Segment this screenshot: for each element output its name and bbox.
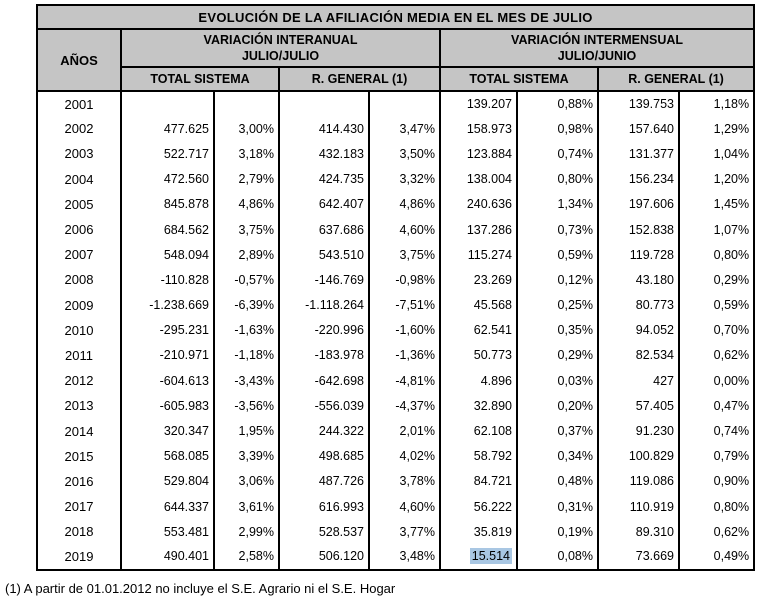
table-header (37, 5, 754, 91)
value-cell: 3,47% (369, 116, 440, 141)
value-cell: 1,34% (517, 192, 598, 217)
value-cell: 637.686 (279, 217, 369, 242)
value-cell: 45.568 (440, 293, 517, 318)
value-cell: 73.669 (598, 544, 679, 569)
value-cell: 94.052 (598, 318, 679, 343)
group-header-interannual (121, 29, 440, 67)
table-row (37, 167, 754, 192)
group-header-interannual-line1: VARIACIÓN INTERANUAL (203, 32, 358, 47)
value-cell: 3,77% (369, 519, 440, 544)
year-cell: 2008 (37, 267, 121, 292)
value-cell: 0,31% (517, 494, 598, 519)
value-cell: 644.337 (121, 494, 214, 519)
value-cell: 2,58% (214, 544, 279, 569)
year-cell: 2001 (37, 91, 121, 116)
value-cell: 427 (598, 368, 679, 393)
value-cell: 3,48% (369, 544, 440, 569)
value-cell: 0,73% (517, 217, 598, 242)
value-cell: 0,34% (517, 444, 598, 469)
value-cell: 845.878 (121, 192, 214, 217)
value-cell: 82.534 (598, 343, 679, 368)
table-row (37, 242, 754, 267)
value-cell: 0,47% (679, 393, 754, 418)
value-cell: 0,80% (679, 242, 754, 267)
years-column-header: AÑOS (37, 29, 121, 91)
value-cell: 158.973 (440, 116, 517, 141)
value-cell: -7,51% (369, 293, 440, 318)
value-cell: -556.039 (279, 393, 369, 418)
value-cell: 568.085 (121, 444, 214, 469)
table-row (37, 368, 754, 393)
value-cell: 91.230 (598, 418, 679, 443)
value-cell: 529.804 (121, 469, 214, 494)
sub-header-row (37, 67, 754, 91)
value-cell: 472.560 (121, 167, 214, 192)
value-cell: 62.108 (440, 418, 517, 443)
value-cell: 0,80% (679, 494, 754, 519)
value-cell: 0,59% (517, 242, 598, 267)
value-cell: 0,20% (517, 393, 598, 418)
value-cell: 152.838 (598, 217, 679, 242)
value-cell: -3,56% (214, 393, 279, 418)
value-cell: 3,39% (214, 444, 279, 469)
value-cell: 424.735 (279, 167, 369, 192)
value-cell: 0,98% (517, 116, 598, 141)
value-cell: 0,29% (517, 343, 598, 368)
value-cell: 506.120 (279, 544, 369, 569)
title-row (37, 5, 754, 29)
subheader-regimen-general-interanual: R. GENERAL (1) (279, 67, 440, 91)
value-cell: 0,12% (517, 267, 598, 292)
value-cell: -220.996 (279, 318, 369, 343)
value-cell: 244.322 (279, 418, 369, 443)
value-cell: 137.286 (440, 217, 517, 242)
value-cell: 414.430 (279, 116, 369, 141)
value-cell: 3,75% (369, 242, 440, 267)
year-cell: 2007 (37, 242, 121, 267)
year-cell: 2016 (37, 469, 121, 494)
value-cell: 543.510 (279, 242, 369, 267)
value-cell: 3,75% (214, 217, 279, 242)
value-cell: 684.562 (121, 217, 214, 242)
table-row (37, 519, 754, 544)
value-cell: 553.481 (121, 519, 214, 544)
value-cell: 0,19% (517, 519, 598, 544)
group-header-intermensual (440, 29, 754, 67)
value-cell: 320.347 (121, 418, 214, 443)
table-row (37, 91, 754, 116)
value-cell: 642.407 (279, 192, 369, 217)
value-cell: -642.698 (279, 368, 369, 393)
value-cell: -1,60% (369, 318, 440, 343)
value-cell: 0,62% (679, 343, 754, 368)
value-cell: 56.222 (440, 494, 517, 519)
table-row (37, 217, 754, 242)
value-cell: 2,99% (214, 519, 279, 544)
value-cell: 1,95% (214, 418, 279, 443)
value-cell: 62.541 (440, 318, 517, 343)
value-cell: 487.726 (279, 469, 369, 494)
value-cell: 4,60% (369, 494, 440, 519)
value-cell: 139.207 (440, 91, 517, 116)
value-cell: 477.625 (121, 116, 214, 141)
value-cell: 3,50% (369, 141, 440, 166)
value-cell: 1,45% (679, 192, 754, 217)
value-cell: 498.685 (279, 444, 369, 469)
table-row (37, 469, 754, 494)
value-cell: -6,39% (214, 293, 279, 318)
value-cell: -4,37% (369, 393, 440, 418)
value-cell: 0,88% (517, 91, 598, 116)
value-cell: 23.269 (440, 267, 517, 292)
value-cell: 0,48% (517, 469, 598, 494)
table-row (37, 141, 754, 166)
value-cell: 84.721 (440, 469, 517, 494)
year-cell: 2005 (37, 192, 121, 217)
year-cell: 2014 (37, 418, 121, 443)
value-cell: 57.405 (598, 393, 679, 418)
value-cell: -210.971 (121, 343, 214, 368)
year-cell: 2006 (37, 217, 121, 242)
value-cell: 0,74% (517, 141, 598, 166)
year-cell: 2003 (37, 141, 121, 166)
value-cell: 548.094 (121, 242, 214, 267)
value-cell: 100.829 (598, 444, 679, 469)
value-cell: 528.537 (279, 519, 369, 544)
value-cell: 89.310 (598, 519, 679, 544)
value-cell (369, 91, 440, 116)
footnote: (1) A partir de 01.01.2012 no incluye el S.E. Agrario ni el S.E. Hogar (5, 581, 396, 596)
value-cell: -1,36% (369, 343, 440, 368)
value-cell: 3,78% (369, 469, 440, 494)
value-cell: 0,03% (517, 368, 598, 393)
value-cell: -0,98% (369, 267, 440, 292)
table-row (37, 544, 754, 569)
value-cell: -1,18% (214, 343, 279, 368)
value-cell: 1,04% (679, 141, 754, 166)
value-cell: 3,61% (214, 494, 279, 519)
value-cell: 32.890 (440, 393, 517, 418)
year-cell: 2002 (37, 116, 121, 141)
value-cell: 0,35% (517, 318, 598, 343)
value-cell: 1,20% (679, 167, 754, 192)
value-cell: 35.819 (440, 519, 517, 544)
affiliation-table (36, 4, 755, 571)
value-cell: 0,80% (517, 167, 598, 192)
value-cell: 0,74% (679, 418, 754, 443)
value-cell: -183.978 (279, 343, 369, 368)
year-cell: 2004 (37, 167, 121, 192)
value-cell: -3,43% (214, 368, 279, 393)
value-cell: 2,79% (214, 167, 279, 192)
value-cell: -1.238.669 (121, 293, 214, 318)
value-cell: -604.613 (121, 368, 214, 393)
value-cell: -1,63% (214, 318, 279, 343)
value-cell (440, 544, 517, 569)
subheader-total-sistema-interanual: TOTAL SISTEMA (121, 67, 279, 91)
value-cell: 0,00% (679, 368, 754, 393)
value-cell: 123.884 (440, 141, 517, 166)
group-header-intermensual-line2: JULIO/JUNIO (557, 49, 637, 63)
year-cell: 2010 (37, 318, 121, 343)
value-cell: 50.773 (440, 343, 517, 368)
value-cell: 43.180 (598, 267, 679, 292)
value-cell: 616.993 (279, 494, 369, 519)
highlighted-value: 15.514 (471, 549, 510, 564)
value-cell: 0,08% (517, 544, 598, 569)
group-header-row (37, 29, 754, 67)
value-cell: 138.004 (440, 167, 517, 192)
value-cell: 119.728 (598, 242, 679, 267)
table-row (37, 293, 754, 318)
year-cell: 2015 (37, 444, 121, 469)
value-cell: 0,79% (679, 444, 754, 469)
table-row (37, 116, 754, 141)
value-cell: 3,00% (214, 116, 279, 141)
table-row (37, 318, 754, 343)
year-cell: 2018 (37, 519, 121, 544)
table-row (37, 494, 754, 519)
table-title: EVOLUCIÓN DE LA AFILIACIÓN MEDIA EN EL MES DE JULIO (37, 5, 754, 29)
value-cell: 240.636 (440, 192, 517, 217)
value-cell: 0,29% (679, 267, 754, 292)
value-cell (121, 91, 214, 116)
value-cell: 3,06% (214, 469, 279, 494)
value-cell: 0,62% (679, 519, 754, 544)
value-cell: 1,29% (679, 116, 754, 141)
value-cell: -146.769 (279, 267, 369, 292)
value-cell: -110.828 (121, 267, 214, 292)
value-cell: 3,18% (214, 141, 279, 166)
year-cell: 2011 (37, 343, 121, 368)
value-cell: -4,81% (369, 368, 440, 393)
value-cell: 432.183 (279, 141, 369, 166)
table-row (37, 267, 754, 292)
subheader-total-sistema-intermensual: TOTAL SISTEMA (440, 67, 598, 91)
value-cell: 119.086 (598, 469, 679, 494)
value-cell: 0,59% (679, 293, 754, 318)
value-cell: 197.606 (598, 192, 679, 217)
year-cell: 2017 (37, 494, 121, 519)
value-cell: 3,32% (369, 167, 440, 192)
value-cell: 131.377 (598, 141, 679, 166)
value-cell: 2,01% (369, 418, 440, 443)
value-cell: -0,57% (214, 267, 279, 292)
group-header-interannual-line2: JULIO/JULIO (241, 49, 320, 63)
value-cell (214, 91, 279, 116)
value-cell: 0,49% (679, 544, 754, 569)
value-cell: 1,07% (679, 217, 754, 242)
value-cell: 522.717 (121, 141, 214, 166)
value-cell (279, 91, 369, 116)
table-row (37, 444, 754, 469)
table-row (37, 343, 754, 368)
value-cell: 1,18% (679, 91, 754, 116)
table-row (37, 418, 754, 443)
value-cell: 156.234 (598, 167, 679, 192)
value-cell: 4,86% (369, 192, 440, 217)
value-cell: 0,90% (679, 469, 754, 494)
value-cell: 157.640 (598, 116, 679, 141)
value-cell: 4,02% (369, 444, 440, 469)
year-cell: 2013 (37, 393, 121, 418)
value-cell: 0,25% (517, 293, 598, 318)
value-cell: 115.274 (440, 242, 517, 267)
value-cell: 110.919 (598, 494, 679, 519)
value-cell: 2,89% (214, 242, 279, 267)
value-cell: 80.773 (598, 293, 679, 318)
value-cell: -1.118.264 (279, 293, 369, 318)
year-cell: 2019 (37, 544, 121, 569)
value-cell: -295.231 (121, 318, 214, 343)
value-cell: 4.896 (440, 368, 517, 393)
table-row (37, 393, 754, 418)
value-cell: 490.401 (121, 544, 214, 569)
table-body (37, 91, 754, 570)
group-header-intermensual-line1: VARIACIÓN INTERMENSUAL (511, 32, 684, 47)
value-cell: 58.792 (440, 444, 517, 469)
value-cell: 139.753 (598, 91, 679, 116)
table-row (37, 192, 754, 217)
value-cell: 4,86% (214, 192, 279, 217)
year-cell: 2012 (37, 368, 121, 393)
value-cell: 0,70% (679, 318, 754, 343)
value-cell: -605.983 (121, 393, 214, 418)
value-cell: 0,37% (517, 418, 598, 443)
value-cell: 4,60% (369, 217, 440, 242)
subheader-regimen-general-intermensual: R. GENERAL (1) (598, 67, 754, 91)
year-cell: 2009 (37, 293, 121, 318)
